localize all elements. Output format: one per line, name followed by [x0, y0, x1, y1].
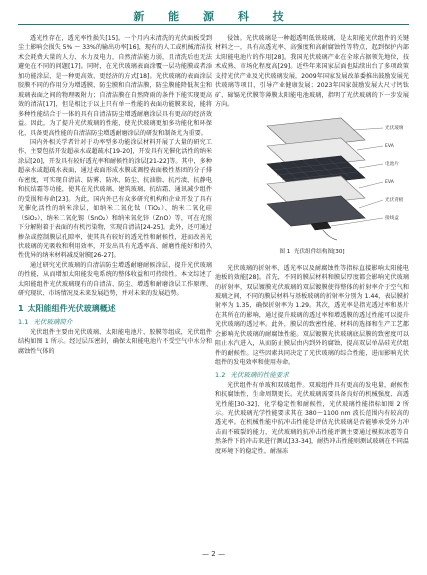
- subsection-number: 1.1: [18, 317, 29, 326]
- figure-pv-module-structure: [215, 114, 409, 262]
- caption-number: 图 1: [279, 248, 291, 255]
- paragraph: 侵蚀。光伏玻璃是一种超透明低铁玻璃，是太阳能光伏组件的关键材料之一，具有高透光率、高强度和高耐腐蚀性等特点，起到保护内部太阳能电池片的作用[28]。我国光伏玻璃产业在全球占据领先地位，技术成熟、市场化程度高[29]。近些年来国家层面也陆续出台了多项政策支持光伏产业及光伏玻璃发展，2009年国家发展改革委推出鼓励发展光伏玻璃等项目，引导产业健康发展；2023年国家鼓励发展大尺寸钙钛矿、碲镉光伏膜等薄膜太阳能电池玻璃，指明了光伏玻璃的下一步发展方向。: [215, 35, 409, 109]
- paragraph: 光伏组件有单玻和双玻组件。双玻组件具有更高的发电量，耐候性和抗腐蚀性，生命周期更长。光伏玻璃需要具备良好的机械强度、高透光性能[30-32]、化学稳定性和耐候性，光伏玻璃性能指标如图 2 所示。光伏玻璃光学性能要求其在 380～1100 nm 波长范围内有较高的透光率。在机械性能中抗冲击性能是评估光伏玻璃是否能够承受外力冲击而不破裂的能力，光伏玻璃的抗冲击性能评测主要通过模拟冰雹等自然条件下的冲击来进行测试[33-34]，耐热冲击性能则测试玻璃在不同温度环境下的稳定性。耐湿冻: [215, 381, 409, 455]
- subsection-title: 光伏玻璃的性能要求: [230, 370, 289, 379]
- label-junction-box: 接线盒: [385, 215, 399, 221]
- junction-box: [311, 222, 337, 240]
- subsection-number: 1.2: [215, 370, 226, 379]
- figure-caption: [215, 248, 409, 256]
- label-pv-glass: 光伏玻璃: [385, 125, 404, 131]
- paragraph: 通过研究光伏玻璃的自清洁防尘增透耐磨耐候涂层，提升光伏玻璃的性能，从而增加太阳能发电系统的整体收益和可持续性。本文综述了太阳能组件光伏玻璃现有的自清洁、防尘、增透和耐磨涂层工作原理、研究现状、市场情况及未来发展趋势，并对未来的发展趋势。: [18, 261, 212, 298]
- subsection-heading: [215, 370, 409, 380]
- label-cells: 电池片: [385, 161, 399, 167]
- label-backsheet: 光伏背板: [385, 197, 404, 203]
- page-header: [0, 8, 427, 24]
- journal-title: 新 能 源 科 技: [133, 10, 294, 23]
- label-eva-top: EVA: [385, 143, 394, 149]
- paragraph: 透光性存在，透光率性损失[15]。一个月内未清洗的光伏面板受到尘土影响会损失 5% ～ 33%的输出功率[16]，现有的人工或机械清洁技术会耗费大量的人力、水力及电力，自然清洁能力弱，且清洗后也无法避免在不同的问题[17]。同时，在光伏玻璃表面涂覆一层功能膜或者添加功能涂层，是一种更高效、更经济的方式[18]。光伏玻璃的表面涂层胶膜不同的作用分为增透膜、防尘膜和自清洁膜，防尘膜能降低灰尘和玻璃表面之间的物理吸附力；自清洁膜在自然降雨的条件下能实现更高效的清洁[17]，但是相比于以上只有单一性能的表面功能膜来说，能将多种性能结合于一体的具有自清洁防尘增透耐磨涂层具有更高的经济效益。因此，为了提升光伏玻璃的性能，使光伏玻璃更加多功能化和环保化，具备更高性能的自清洁防尘增透耐磨涂层的研发和制备尤为重要。: [18, 35, 212, 137]
- layer-backsheet: [267, 196, 365, 226]
- paragraph: 光伏组件主要由光伏玻璃、太阳能电池片、胶膜等组成，光伏组件结构如图 1 所示。经过层压密封，确保太阳能电池片不受空气中水分和腐蚀性气体的: [18, 328, 212, 355]
- subsection-heading: [18, 317, 212, 327]
- pv-module-exploded-diagram: [215, 114, 409, 254]
- right-column: [215, 34, 409, 456]
- page-number: — 2 —: [202, 550, 225, 558]
- section-heading: [18, 303, 212, 315]
- left-column: [18, 34, 212, 356]
- header-rule: [18, 24, 409, 25]
- paragraph: 光伏玻璃的折射率、透光率以及耐腐蚀性等指标直接影响太阳能电池板的效能[28]。首先，不同的膜层材料和膜层厚度都会影响光伏玻璃的折射率，双层镀膜光伏玻璃的双层镀膜使得整体的折射率介于空气和玻璃之间，不同的膜层材料与基板玻璃的折射率分别为 1.44，表层膜折射率为 1.35，确保折射率为 1.29。其次，透光率是指光透过率和基片在其所在的影响，通过提升玻璃的透过率和增透膜的透过性能可以提升光伏玻璃的透过率。此外，膜层的致密性能、材料的选择和生产工艺都会影响光伏玻璃的耐腐蚀性能。双层镀膜光伏玻璃底层膜的致密度可以阻止水汽进入，从而防止膜层由内到外的腐蚀，提高双层单晶硅光伏组件的耐候性。这些因素共同决定了光伏玻璃的综合性能，进而影响光伏组件的发电效率和使用寿命。: [215, 264, 409, 367]
- paragraph: 国内外相关学者针对于功率型多功能涂层材料开展了大量的研究工作，主要包括开发超亲水或超疏水[19-20]，开发具有光催化活性的纳米涂层[20]，开发具有较好透光率和耐候性的涂层[21-22]等。其中，多种超亲水或超疏水表面，通过表面形成水膜或调控表面极性基团的分子排布密度，可实现自清洁、防雾、防冰、防尘、抗油脂、抗污渍、抗静电和抗结霜等功能，使其在光伏玻璃、建筑玻璃、抗结霜、通讯减少组件的受损和寿命[23]。为此，国内外已有众多研究机构和企业开发了具有光催化活性的纳米涂层，如纳米二氧化钛（TiO₂）、纳米二氧化硅（SiO₂）、纳米二氧化锡（SnO₂）和纳米氧化锌（ZnO）等，可在光照下分解附着于表面的有机污染物，实现自清洁[24-25]。此外，还可通过掺杂或控制膜层孔隙率，使其具有较好的透光性和耐候性，进而改善光伏玻璃的光吸收和利用效率，开发出具有光透率高、耐磨性能好和持久性优异的纳米材料减反射膜[26-27]。: [18, 138, 212, 260]
- section-number: 1: [18, 303, 24, 313]
- subsection-title: 光伏玻璃简介: [33, 317, 73, 326]
- label-eva-bottom: EVA: [385, 179, 394, 185]
- section-title: 太阳能组件光伏玻璃概述: [27, 303, 116, 313]
- caption-text: 光伏组件结构图[30]: [293, 248, 345, 255]
